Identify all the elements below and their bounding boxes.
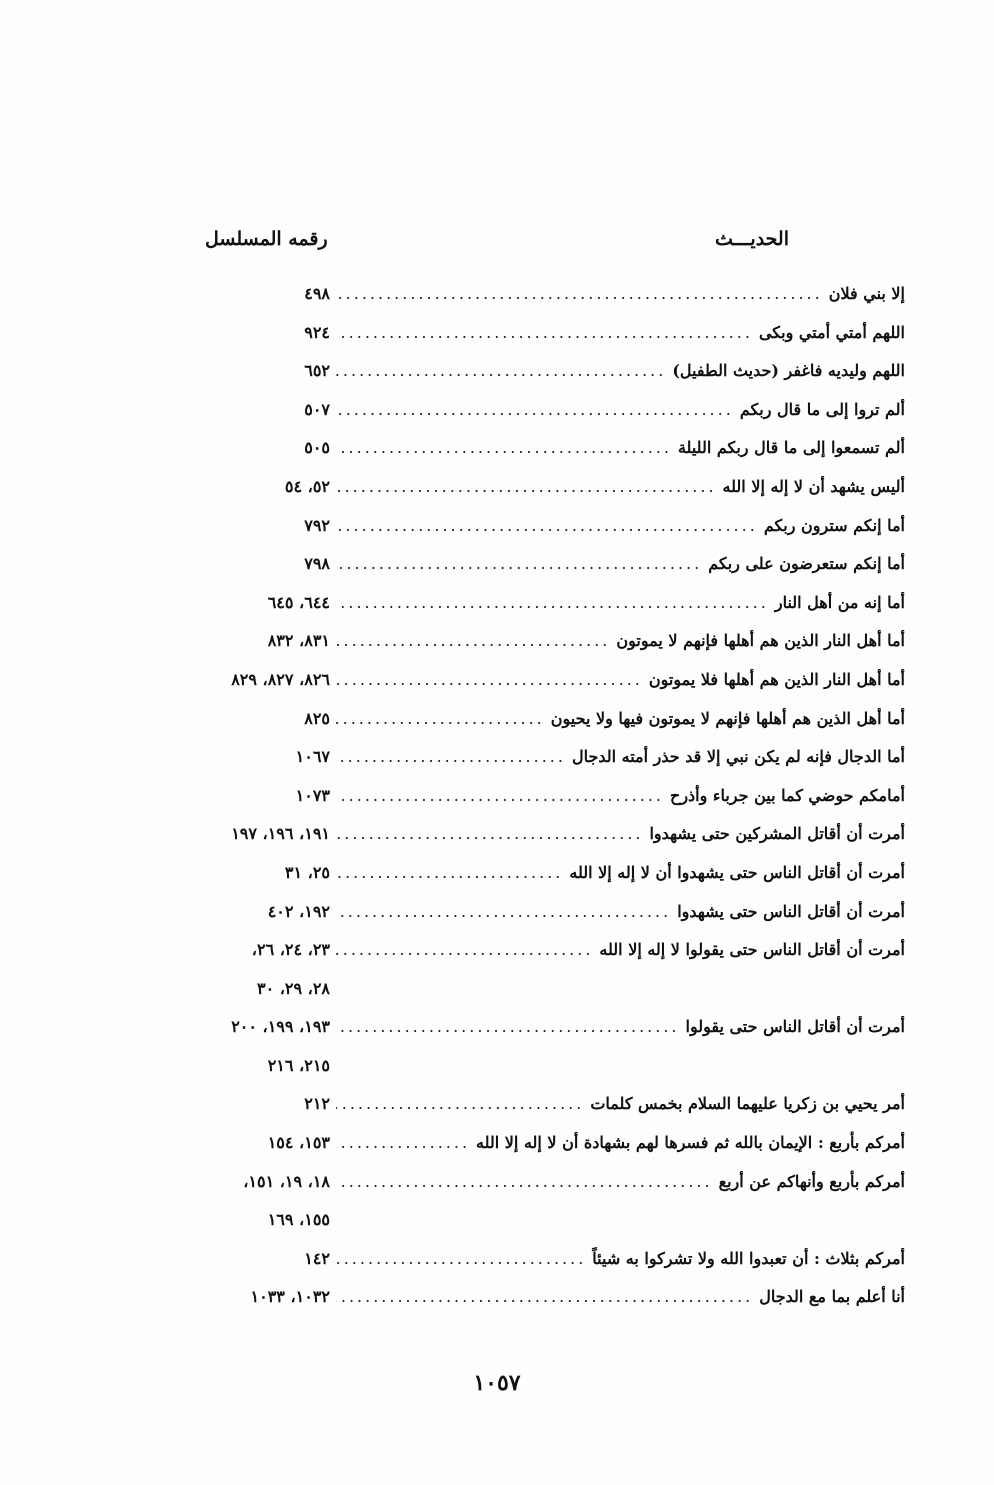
serial-numbers: ١٩٢، ٤٠٢	[267, 901, 330, 921]
hadith-text: أما أهل الذين هم أهلها فإنهم لا يموتون فيها ولا يحيون	[550, 708, 905, 728]
hadith-text: أمامكم حوضي كما بين جرباء وأذرح	[670, 785, 905, 805]
hadith-text: أمرت أن أقاتل الناس حتى يشهدوا	[677, 901, 905, 921]
index-row	[170, 786, 905, 825]
leader-dots	[336, 786, 664, 805]
index-row	[170, 670, 905, 709]
index-row	[170, 323, 905, 362]
leader-dots	[336, 670, 643, 689]
serial-numbers: ٨٣١، ٨٣٢	[267, 631, 330, 651]
serial-numbers: ٤٩٨	[304, 284, 330, 303]
index-row	[170, 824, 905, 863]
index-row	[170, 902, 905, 941]
hadith-text: ألم تسمعوا إلى ما قال ربكم الليلة	[677, 438, 905, 458]
hadith-text: ألم تروا إلى ما قال ربكم	[739, 399, 905, 419]
page-number: ١٠٥٧	[473, 1370, 521, 1396]
index-row	[170, 477, 905, 516]
index-list	[170, 284, 905, 1326]
hadith-text: أما إنكم ستعرضون على ربكم	[708, 554, 905, 574]
serial-numbers: ١٠٦٧	[295, 747, 330, 767]
hadith-text: أمركم بأربع وأنهاكم عن أربع	[718, 1171, 905, 1191]
leader-dots	[336, 554, 702, 573]
serial-numbers: ٨٢٦، ٨٢٧، ٨٢٩	[231, 669, 330, 689]
index-row	[170, 438, 905, 477]
serial-numbers: ٥٠٧	[304, 399, 330, 419]
leader-dots	[336, 516, 758, 535]
leader-dots	[336, 323, 753, 342]
leader-dots	[336, 1133, 470, 1152]
hadith-column-header: الحديـــث	[715, 228, 789, 250]
leader-dots	[336, 631, 610, 650]
index-row	[170, 1172, 905, 1211]
hadith-text: أما الدجال فإنه لم يكن نبي إلا قد حذر أمته الدجال	[571, 747, 905, 767]
leader-dots	[336, 863, 563, 882]
hadith-text: أمركم بثلاث : أن تعبدوا الله ولا تشركوا به شيئاً	[592, 1248, 905, 1268]
index-row	[170, 863, 905, 902]
leader-dots	[336, 593, 769, 612]
serial-numbers: ١٥٣، ١٥٤	[267, 1133, 330, 1153]
leader-dots	[336, 361, 666, 380]
index-row	[170, 1249, 905, 1288]
leader-dots	[336, 400, 734, 419]
leader-dots	[336, 438, 672, 457]
hadith-text: أما أهل النار الذين هم أهلها فلا يموتون	[648, 669, 905, 689]
index-row	[170, 516, 905, 555]
index-row	[170, 1094, 905, 1133]
hadith-text: أليس يشهد أن لا إله إلا الله	[722, 476, 905, 496]
serial-numbers: ١٩٣، ١٩٩، ٢٠٠	[231, 1017, 330, 1037]
index-row	[170, 1133, 905, 1172]
leader-dots	[336, 902, 671, 921]
serial-numbers: ٧٩٨	[304, 554, 330, 574]
hadith-text: أنا أعلم بما مع الدجال	[759, 1287, 905, 1307]
index-row	[170, 1287, 905, 1326]
leader-dots	[336, 824, 643, 843]
hadith-text: أمرت أن أقاتل الناس حتى يقولوا لا إله إلا الله	[599, 940, 905, 960]
hadith-text: أمرت أن أقاتل الناس حتى يقولوا	[685, 1017, 905, 1037]
index-row	[170, 554, 905, 593]
index-row	[170, 709, 905, 748]
leader-dots	[336, 477, 717, 496]
serial-numbers: ٢١٢	[304, 1094, 330, 1114]
leader-dots	[336, 1172, 713, 1191]
leader-dots	[336, 1094, 584, 1113]
hadith-text: اللهم وليديه فاغفر (حديث الطفيل)	[672, 361, 905, 381]
hadith-text: أما إنكم سترون ربكم	[763, 515, 905, 535]
serial-numbers: ٥٠٥	[304, 438, 330, 458]
index-row	[170, 593, 905, 632]
serial-numbers: ٩٢٤	[304, 322, 330, 342]
serial-numbers: ٥٢، ٥٤	[284, 476, 330, 496]
index-row	[170, 1017, 905, 1056]
leader-dots	[336, 1287, 753, 1306]
serial-numbers: ٢٨، ٢٩، ٣٠	[256, 978, 330, 998]
index-row	[170, 747, 905, 786]
leader-dots	[336, 940, 593, 959]
serial-numbers: ٢١٥، ٢١٦	[267, 1055, 330, 1075]
serial-column-header: رقمه المسلسل	[205, 228, 328, 250]
serial-numbers: ١٠٧٣	[295, 785, 330, 805]
hadith-text: أمرت أن أقاتل المشركين حتى يشهدوا	[649, 824, 905, 844]
hadith-text: إلا بني فلان	[828, 284, 905, 303]
hadith-text: أمرت أن أقاتل الناس حتى يشهدوا أن لا إله إلا الله	[569, 862, 905, 882]
serial-numbers: ٢٥، ٣١	[284, 862, 330, 882]
serial-numbers: ١٤٢	[304, 1248, 330, 1268]
serial-numbers: ٧٩٢	[304, 515, 330, 535]
serial-numbers: ٦٥٢	[304, 361, 330, 381]
index-row-continuation	[170, 1056, 905, 1095]
serial-numbers: ١٠٣٢، ١٠٣٣	[250, 1287, 330, 1307]
index-row	[170, 284, 905, 323]
leader-dots	[336, 1249, 586, 1268]
index-row	[170, 940, 905, 979]
hadith-text: أما إنه من أهل النار	[774, 592, 905, 612]
leader-dots	[336, 747, 566, 766]
serial-numbers: ١٥٥، ١٦٩	[267, 1210, 330, 1230]
hadith-text: أمركم بأربع : الإيمان بالله ثم فسرها لهم بشهادة أن لا إله إلا الله	[476, 1133, 905, 1153]
serial-numbers: ١٩١، ١٩٦، ١٩٧	[231, 824, 330, 844]
index-row	[170, 631, 905, 670]
index-row	[170, 361, 905, 400]
leader-dots	[336, 1017, 680, 1036]
index-row-continuation	[170, 979, 905, 1018]
hadith-text: اللهم أمتي أمتي وبكى	[758, 322, 905, 342]
serial-numbers: ٦٤٤، ٦٤٥	[267, 592, 330, 612]
serial-numbers: ٢٣، ٢٤، ٢٦،	[251, 940, 330, 960]
leader-dots	[336, 709, 545, 728]
hadith-text: أمر يحيي بن زكريا عليهما السلام بخمس كلمات	[590, 1094, 905, 1114]
serial-numbers: ١٨، ١٩، ١٥١،	[243, 1171, 330, 1191]
index-row-continuation	[170, 1210, 905, 1249]
serial-numbers: ٨٢٥	[304, 708, 330, 728]
leader-dots	[336, 284, 823, 303]
index-row	[170, 400, 905, 439]
hadith-text: أما أهل النار الذين هم أهلها فإنهم لا يموتون	[616, 631, 905, 651]
